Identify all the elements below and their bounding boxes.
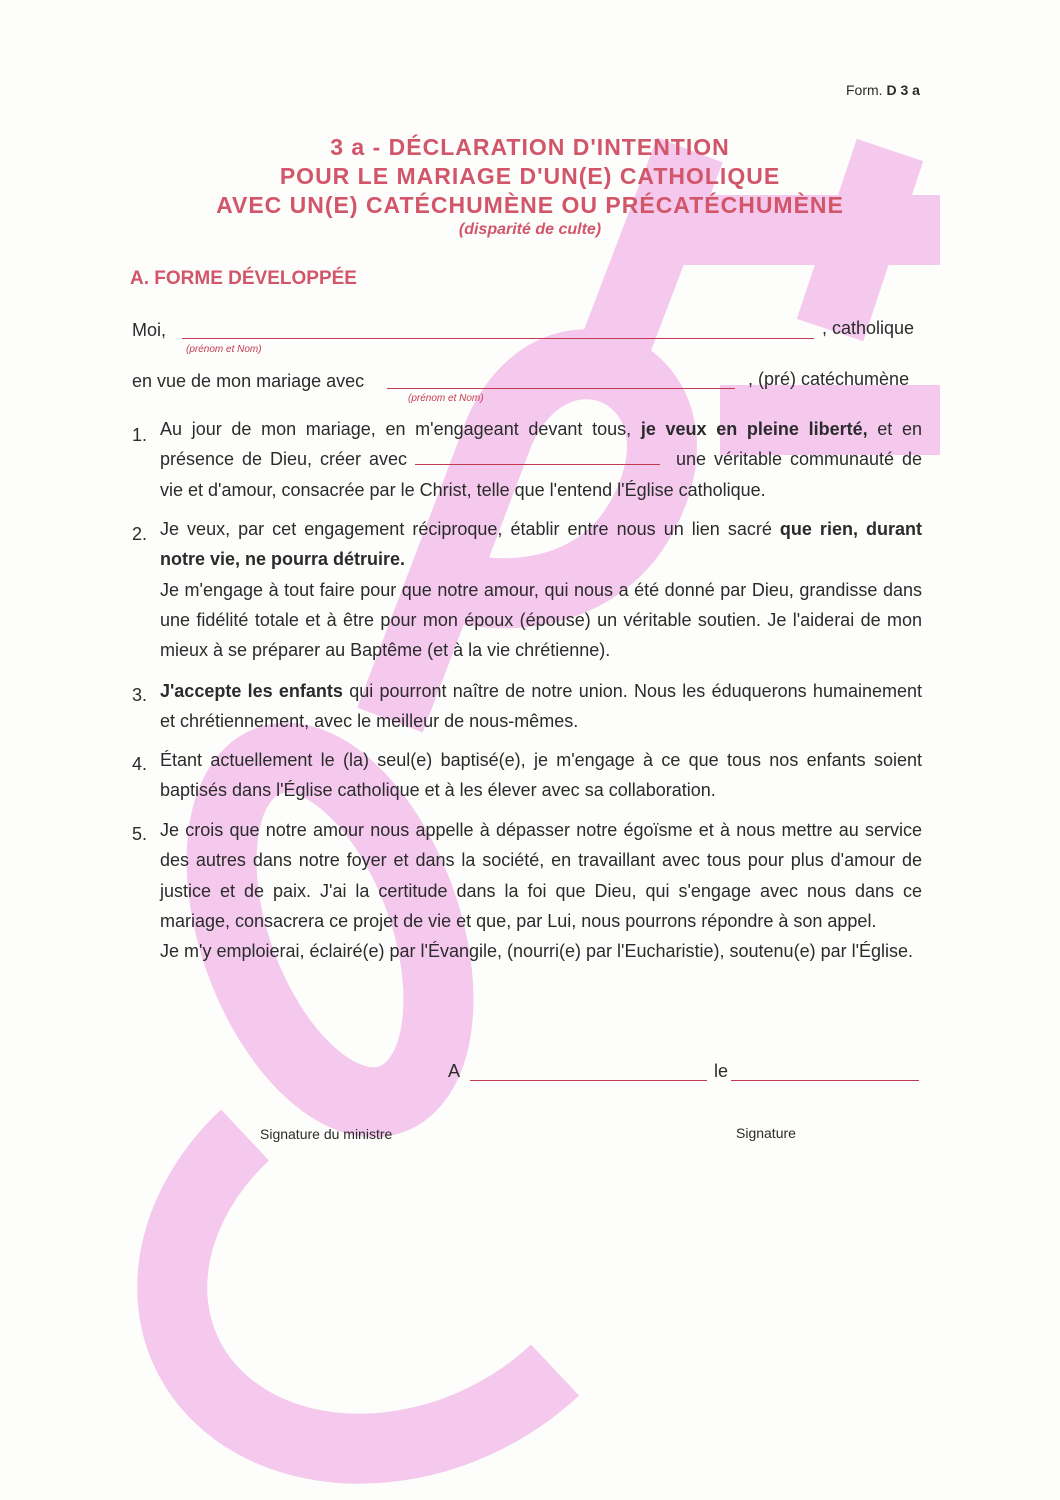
item-5-number: 5.: [132, 824, 148, 844]
date-label: le: [714, 1061, 729, 1081]
title-subtitle: (disparité de culte): [458, 221, 602, 238]
field2-lead: en vue de mon mariage avec: [132, 371, 365, 391]
item-3-text: J'accepte les enfants qui pourront naître de notre union. Nous les éduquerons humainement et chrétiennement, avec le meilleur de nous-mêmes.: [160, 681, 922, 732]
item-1-number: 1.: [132, 425, 148, 445]
title-line-2: POUR LE MARIAGE D'UN(E) CATHOLIQUE: [279, 163, 781, 189]
item-4-text: Étant actuellement le (la) seul(e) baptisé(e), je m'engage à ce que tous nos enfants soient baptisés dans l'Église catholique et à les élever avec sa collaboration.: [160, 750, 922, 801]
item-3-number: 3.: [132, 685, 148, 705]
item-2-text: Je veux, par cet engagement réciproque, établir entre nous un lien sacré que rien, durant notre vie, ne pourra détruire. Je m'engage à tout faire pour que notre amour, qui nous a été donné par Dieu, grandisse dans une fidélité totale et à être pour mon époux (épouse) un véritable soutien. Je l'aiderai de mon mieux à se préparer au Baptême (et à la vie chrétienne).: [160, 519, 922, 661]
field1-name-line[interactable]: [182, 338, 814, 339]
field1-trail: , catholique: [822, 318, 915, 338]
item-2-number: 2.: [132, 524, 148, 544]
field1-hint: (prénom et Nom): [186, 344, 262, 355]
field2-trail: , (pré) catéchumène: [748, 369, 910, 389]
date-line[interactable]: [731, 1080, 919, 1081]
form-code: Form. D 3 a: [846, 82, 920, 98]
title-line-3: AVEC UN(E) CATÉCHUMÈNE OU PRÉCATÉCHUMÈNE: [216, 192, 844, 218]
field2-hint: (prénom et Nom): [408, 393, 484, 404]
signature-label: Signature: [736, 1125, 796, 1141]
field2-name-line[interactable]: [387, 388, 735, 389]
item-1-blank[interactable]: [415, 450, 660, 465]
section-heading: A. FORME DÉVELOPPÉE: [130, 268, 357, 289]
place-line[interactable]: [470, 1080, 707, 1081]
item-1-text: Au jour de mon mariage, en m'engageant devant tous, je veux en pleine liberté, et en présence de Dieu, créer avec une véritable communauté de vie et d'amour, consacrée par le Christ, telle que l'entend l'Église catholique.: [160, 419, 922, 500]
item-5-text: Je crois que notre amour nous appelle à dépasser notre égoïsme et à nous mettre au service des autres dans notre foyer et dans la société, en travaillant avec tous pour plus d'amour de justice et de paix. J'ai la certitude dans la foi que Dieu, qui s'engage avec nous dans ce mariage, consacrera ce projet de vie et que, par Lui, nous pourrons répondre à son appel. Je m'y emploierai, éclairé(e) par l'Évangile, (nourri(e) par l'Eucharistie), soutenu(e) par l'Église.: [160, 820, 922, 962]
title-line-1: 3 a - DÉCLARATION D'INTENTION: [330, 134, 730, 160]
signature-minister-label: Signature du ministre: [260, 1126, 393, 1142]
field1-lead: Moi,: [132, 320, 167, 340]
item-4-number: 4.: [132, 754, 148, 774]
place-label: A: [448, 1061, 461, 1081]
